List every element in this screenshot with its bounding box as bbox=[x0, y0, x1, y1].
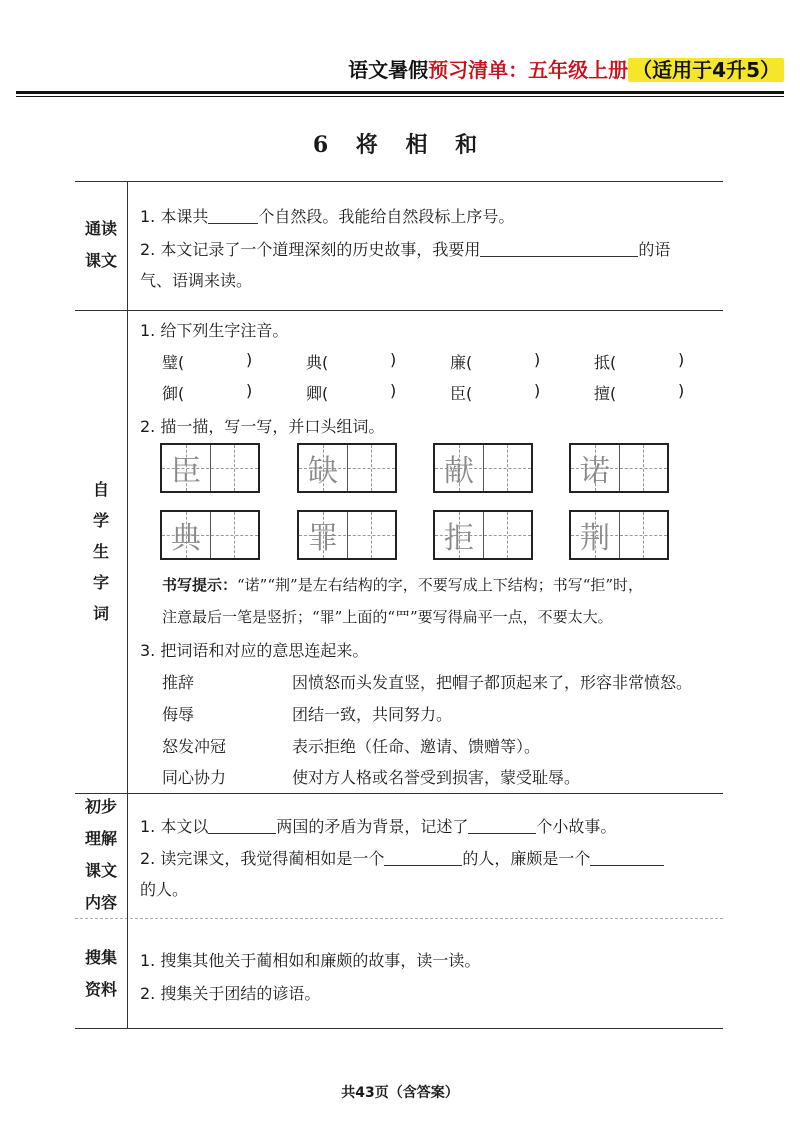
label-char: 字 bbox=[92, 573, 109, 592]
q-text: 个小故事。 bbox=[536, 817, 617, 836]
pinyin-item: 卿( bbox=[306, 384, 329, 403]
trace-char: 拒 bbox=[444, 521, 474, 556]
pinyin-item: 典( bbox=[306, 353, 329, 372]
header-rule-thin bbox=[16, 96, 784, 97]
trace-box[interactable] bbox=[160, 443, 260, 493]
section-label-self-study bbox=[75, 474, 127, 629]
match-meaning[interactable]: 使对方人格或名誉受到损害，蒙受耻辱。 bbox=[292, 768, 581, 787]
collect-question-1: 1. 搜集其他关于蔺相如和廉颇的故事，读一读。 bbox=[140, 951, 481, 970]
pinyin-item: 抵( bbox=[594, 353, 617, 372]
label-char: 自 bbox=[92, 480, 109, 499]
trace-char: 臣 bbox=[171, 454, 201, 489]
trace-box[interactable] bbox=[569, 443, 669, 493]
understand-question-2 bbox=[140, 846, 664, 869]
label-column-divider bbox=[127, 181, 128, 1028]
trace-box[interactable] bbox=[433, 510, 533, 560]
q-text: 2. 本文记录了一个道理深刻的历史故事，我要用 bbox=[140, 240, 481, 259]
trace-box[interactable] bbox=[297, 510, 397, 560]
read-question-1 bbox=[140, 204, 514, 227]
match-meaning[interactable]: 因愤怒而头发直竖，把帽子都顶起来了，形容非常愤怒。 bbox=[292, 673, 693, 692]
answer-blank[interactable] bbox=[480, 238, 638, 257]
pinyin-close: ) bbox=[678, 381, 685, 400]
lesson-title: 6 将 相 和 bbox=[312, 132, 488, 158]
q-text: 的语 bbox=[638, 240, 671, 259]
label-line: 初步 bbox=[84, 797, 117, 816]
tip-text: “诺”“荆”是左右结构的字，不要写成上下结构；书写“拒”时， bbox=[237, 576, 644, 594]
understand-question-1 bbox=[140, 814, 616, 837]
read-question-2 bbox=[140, 237, 670, 260]
q-text: 的人，廉颇是一个 bbox=[462, 849, 591, 868]
section-label-collect bbox=[75, 942, 127, 1006]
label-line: 通读 bbox=[84, 219, 117, 238]
trace-char: 献 bbox=[444, 454, 474, 489]
row-divider bbox=[75, 310, 723, 311]
trace-box[interactable] bbox=[160, 510, 260, 560]
trace-box[interactable] bbox=[569, 510, 669, 560]
pinyin-close: ) bbox=[534, 350, 541, 369]
label-char: 生 bbox=[92, 542, 109, 561]
understand-question-2-cont: 的人。 bbox=[140, 880, 189, 899]
label-line: 搜集 bbox=[84, 948, 117, 967]
pinyin-item: 擅( bbox=[594, 384, 617, 403]
page-footer: 共43页（含答案） bbox=[341, 1085, 459, 1101]
label-line: 内容 bbox=[84, 893, 117, 912]
self-study-q3: 3. 把词语和对应的意思连起来。 bbox=[140, 641, 369, 660]
writing-tip-label: 书写提示： bbox=[162, 576, 238, 594]
label-line: 资料 bbox=[84, 980, 117, 999]
trace-char: 罪 bbox=[308, 521, 338, 556]
self-study-q2: 2. 描一描，写一写，并口头组词。 bbox=[140, 417, 385, 436]
match-word[interactable]: 推辞 bbox=[162, 673, 195, 692]
read-question-2-cont: 气、语调来读。 bbox=[140, 271, 253, 290]
match-word[interactable]: 同心协力 bbox=[162, 768, 227, 787]
trace-char: 缺 bbox=[308, 454, 338, 489]
section-label-read bbox=[75, 213, 127, 277]
q-text: 个自然段。我能给自然段标上序号。 bbox=[258, 207, 515, 226]
q-text: 1. 本课共 bbox=[140, 207, 209, 226]
collect-question-2: 2. 搜集关于团结的谚语。 bbox=[140, 984, 321, 1003]
answer-blank[interactable] bbox=[208, 205, 258, 224]
table-top-border bbox=[75, 181, 723, 182]
header-rule-thick bbox=[16, 91, 784, 94]
label-char: 词 bbox=[92, 604, 109, 623]
answer-blank[interactable] bbox=[384, 847, 462, 866]
trace-box[interactable] bbox=[297, 443, 397, 493]
q-text: 2. 读完课文，我觉得蔺相如是一个 bbox=[140, 849, 385, 868]
trace-char: 荆 bbox=[580, 521, 610, 556]
pinyin-close: ) bbox=[390, 381, 397, 400]
self-study-q1: 1. 给下列生字注音。 bbox=[140, 321, 289, 340]
q-text: 1. 本文以 bbox=[140, 817, 209, 836]
section-label-understand bbox=[75, 791, 127, 919]
answer-blank[interactable] bbox=[208, 815, 276, 834]
header-part2: 预习清单：五年级上册 bbox=[428, 58, 629, 82]
trace-box[interactable] bbox=[433, 443, 533, 493]
pinyin-close: ) bbox=[246, 350, 253, 369]
label-char: 学 bbox=[92, 511, 109, 530]
pinyin-item: 廉( bbox=[450, 353, 473, 372]
label-line: 理解 bbox=[84, 829, 117, 848]
label-line: 课文 bbox=[84, 861, 117, 880]
header-part3: （适用于4升5） bbox=[628, 58, 784, 82]
answer-blank[interactable] bbox=[468, 815, 536, 834]
answer-blank[interactable] bbox=[590, 847, 664, 866]
match-word[interactable]: 怒发冲冠 bbox=[162, 737, 227, 756]
label-line: 课文 bbox=[84, 251, 117, 270]
trace-char: 诺 bbox=[580, 454, 610, 489]
document-header bbox=[348, 54, 784, 83]
pinyin-close: ) bbox=[390, 350, 397, 369]
trace-char: 典 bbox=[171, 521, 201, 556]
header-part1: 语文暑假 bbox=[348, 58, 429, 82]
row-divider bbox=[75, 793, 723, 794]
pinyin-item: 臣( bbox=[450, 384, 473, 403]
match-meaning[interactable]: 团结一致，共同努力。 bbox=[292, 705, 453, 724]
writing-tip-line2: 注意最后一笔是竖折；“罪”上面的“罒”要写得扁平一点，不要太大。 bbox=[162, 608, 613, 626]
q-text: 两国的矛盾为背景，记述了 bbox=[276, 817, 469, 836]
pinyin-close: ) bbox=[534, 381, 541, 400]
pinyin-close: ) bbox=[678, 350, 685, 369]
pinyin-item: 御( bbox=[162, 384, 185, 403]
pinyin-close: ) bbox=[246, 381, 253, 400]
writing-tip-line1 bbox=[162, 574, 643, 595]
match-word[interactable]: 侮辱 bbox=[162, 705, 195, 724]
row-divider bbox=[75, 918, 723, 919]
table-bottom-border bbox=[75, 1028, 723, 1029]
pinyin-item: 璧( bbox=[162, 353, 185, 372]
match-meaning[interactable]: 表示拒绝（任命、邀请、馈赠等）。 bbox=[292, 737, 541, 756]
